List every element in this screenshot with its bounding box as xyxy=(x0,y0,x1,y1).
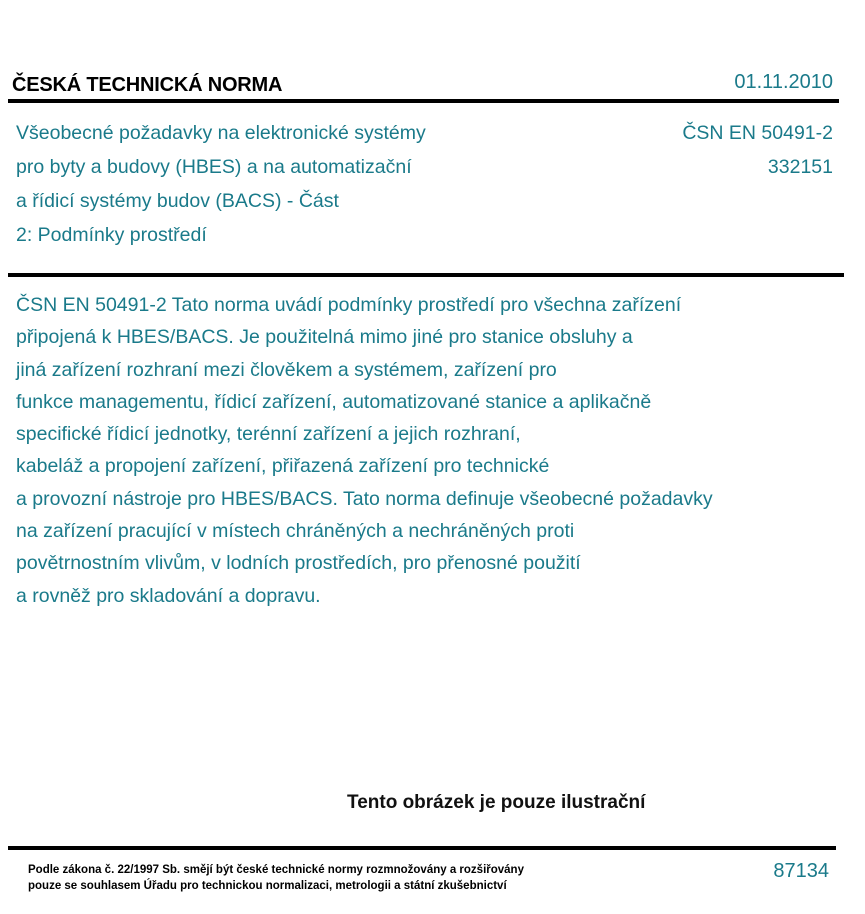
legal-notice-line: Podle zákona č. 22/1997 Sb. smějí být české technické normy rozmnožovány a rozšiřovány xyxy=(28,864,524,876)
legal-notice-line: pouze se souhlasem Úřadu pro technickou normalizaci, metrologii a státní zkušebnictví xyxy=(28,880,507,892)
catalog-number: 87134 xyxy=(773,860,829,882)
abstract-line: kabeláž a propojení zařízení, přiřazená zařízení pro technické xyxy=(16,455,550,478)
norm-header-title: ČESKÁ TECHNICKÁ NORMA xyxy=(12,74,283,96)
illustrative-note: Tento obrázek je pouze ilustrační xyxy=(347,792,646,813)
abstract-line: specifické řídicí jednotky, terénní zařízení a jejich rozhraní, xyxy=(16,423,521,446)
title-divider xyxy=(8,273,844,277)
standard-identifiers xyxy=(682,116,833,184)
abstract-line: na zařízení pracující v místech chráněných a nechráněných proti xyxy=(16,520,575,543)
abstract-line: povětrnostním vlivům, v lodních prostředích, pro přenosné použití xyxy=(16,552,581,575)
abstract-line: a rovněž pro skladování a dopravu. xyxy=(16,584,321,607)
document-title xyxy=(16,116,426,252)
document-title-line: Všeobecné požadavky na elektronické systémy xyxy=(16,122,426,144)
standard-code: ČSN EN 50491-2 xyxy=(682,122,833,144)
class-number: 332151 xyxy=(767,156,833,178)
document-title-line: pro byty a budovy (HBES) a na automatizační xyxy=(16,156,412,178)
abstract-line: ČSN EN 50491-2 Tato norma uvádí podmínky prostředí pro všechna zařízení xyxy=(16,294,682,316)
publication-date: 01.11.2010 xyxy=(734,71,833,93)
abstract-line: jiná zařízení rozhraní mezi člověkem a systémem, zařízení pro xyxy=(16,358,557,381)
header-divider xyxy=(8,99,839,103)
abstract-line: a provozní nástroje pro HBES/BACS. Tato norma definuje všeobecné požadavky xyxy=(16,487,713,510)
document-title-line: a řídicí systémy budov (BACS) - Část xyxy=(16,190,339,212)
document-title-line: 2: Podmínky prostředí xyxy=(16,224,207,246)
abstract-line: připojená k HBES/BACS. Je použitelná mimo jiné pro stanice obsluhy a xyxy=(16,326,633,349)
footer-divider xyxy=(8,846,836,850)
legal-notice xyxy=(28,862,524,894)
abstract-text xyxy=(16,289,713,612)
abstract-line: funkce managementu, řídicí zařízení, automatizované stanice a aplikačně xyxy=(16,390,652,413)
